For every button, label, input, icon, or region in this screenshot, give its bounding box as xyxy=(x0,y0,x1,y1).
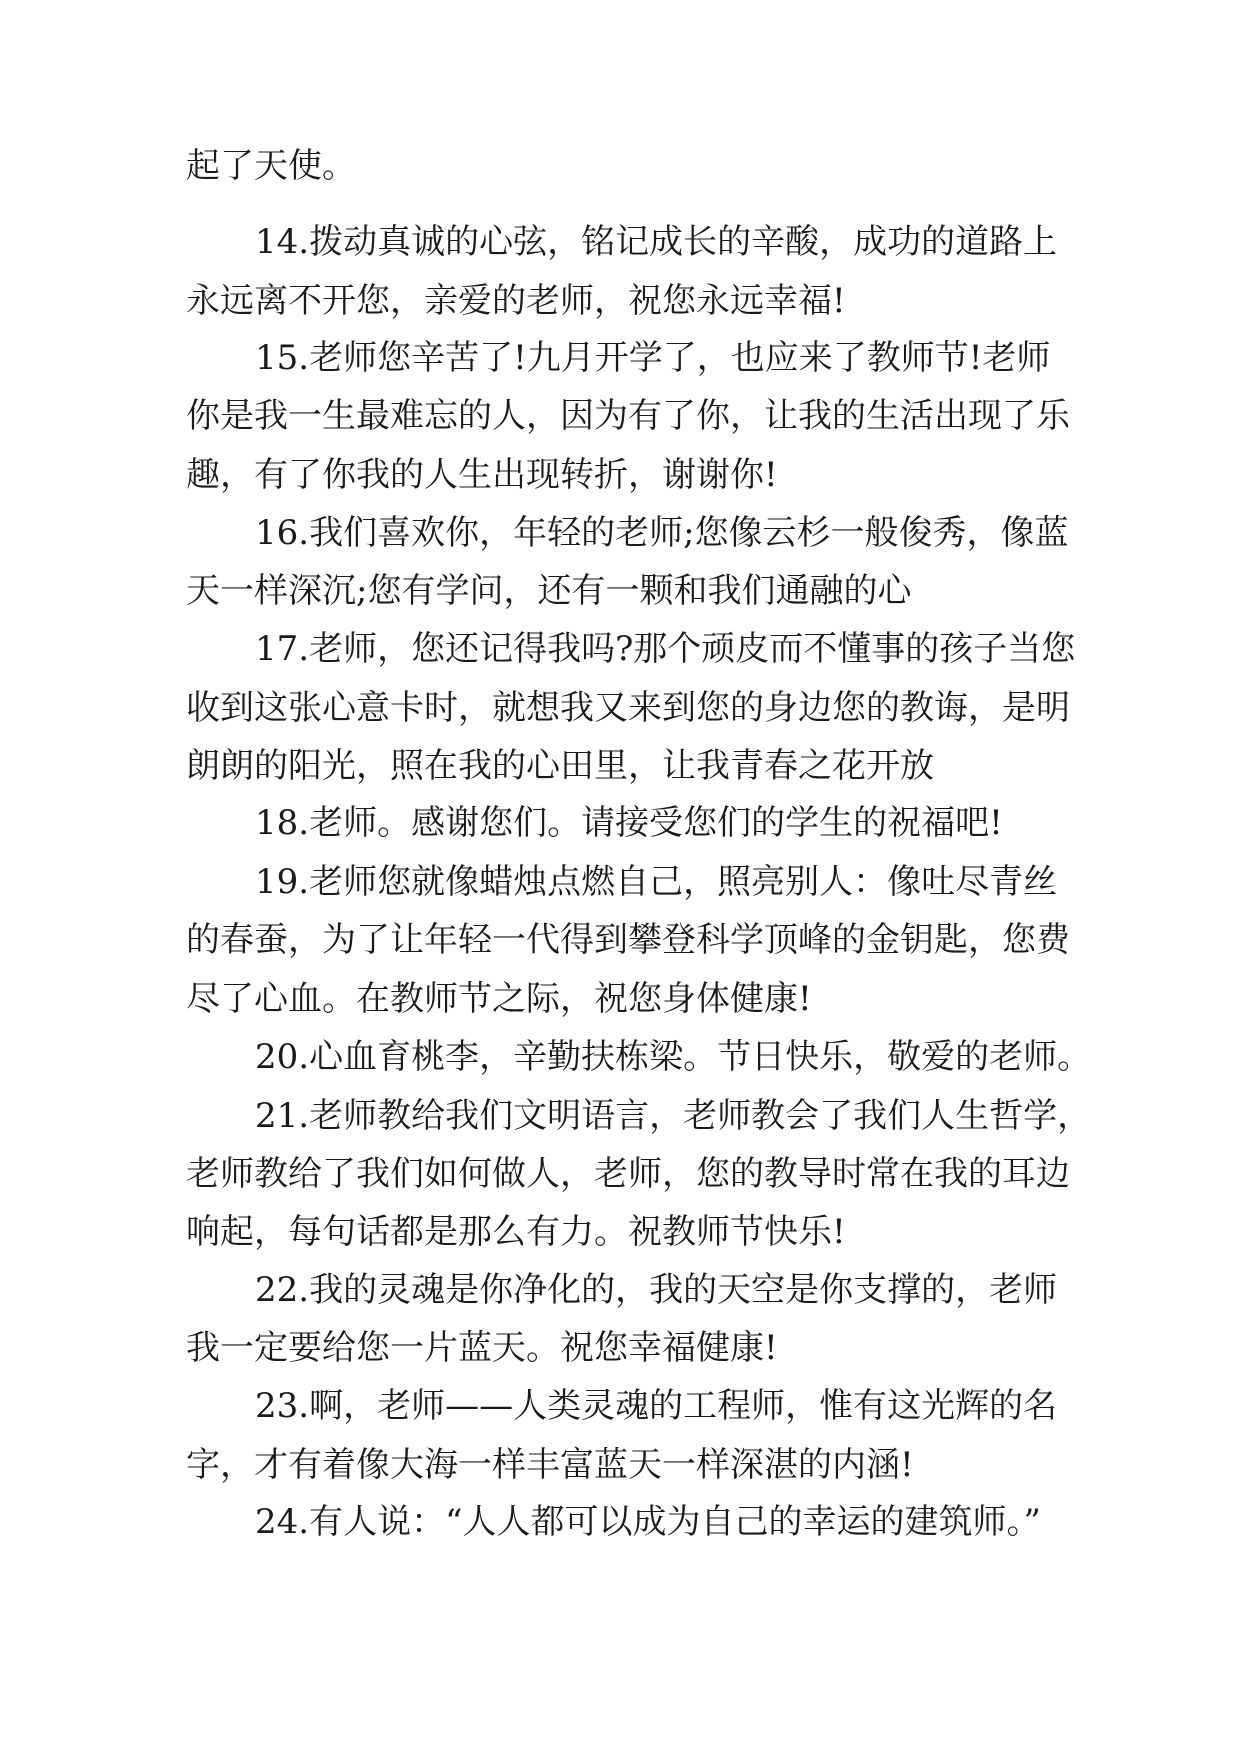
text-line: 字，才有着像大海一样丰富蓝天一样深湛的内涵! xyxy=(186,1445,914,1485)
text-line: 16.我们喜欢你，年轻的老师;您像云杉一般俊秀，像蓝 xyxy=(255,513,1069,553)
text-line: 15.老师您辛苦了!九月开学了，也应来了教师节!老师 xyxy=(255,338,1051,378)
text-line: 永远离不开您，亲爱的老师，祝您永远幸福! xyxy=(186,281,846,321)
text-line: 19.老师您就像蜡烛点燃自己，照亮别人：像吐尽青丝 xyxy=(255,862,1058,902)
text-line: 尽了心血。在教师节之际，祝您身体健康! xyxy=(186,979,812,1019)
text-line: 收到这张心意卡时，就想我又来到您的身边您的教诲，是明 xyxy=(186,688,1070,728)
text-line: 天一样深沉;您有学问，还有一颗和我们通融的心 xyxy=(186,571,912,611)
text-line: 你是我一生最难忘的人，因为有了你，让我的生活出现了乐 xyxy=(186,396,1070,436)
text-line: 趣，有了你我的人生出现转折，谢谢你! xyxy=(186,455,778,495)
text-line: 老师教给了我们如何做人，老师，您的教导时常在我的耳边 xyxy=(186,1154,1070,1194)
text-line: 我一定要给您一片蓝天。祝您幸福健康! xyxy=(186,1328,778,1368)
text-line: 17.老师，您还记得我吗?那个顽皮而不懂事的孩子当您 xyxy=(255,629,1076,669)
text-line: 响起，每句话都是那么有力。祝教师节快乐! xyxy=(186,1212,846,1252)
text-line: 14.拨动真诚的心弦，铭记成长的辛酸，成功的道路上 xyxy=(255,222,1058,262)
text-line: 21.老师教给我们文明语言，老师教会了我们人生哲学， xyxy=(255,1096,1092,1136)
text-line: 20.心血育桃李，辛勤扶栋梁。节日快乐，敬爱的老师。 xyxy=(255,1037,1092,1077)
text-line: 的春蚕，为了让年轻一代得到攀登科学顶峰的金钥匙，您费 xyxy=(186,920,1070,960)
text-line: 起了天使。 xyxy=(186,146,356,186)
text-line: 24.有人说：“人人都可以成为自己的幸运的建筑师。” xyxy=(255,1502,1041,1542)
text-line: 朗朗的阳光，照在我的心田里，让我青春之花开放 xyxy=(186,746,934,786)
text-line: 23.啊，老师——人类灵魂的工程师，惟有这光辉的名 xyxy=(255,1386,1058,1426)
text-line: 18.老师。感谢您们。请接受您们的学生的祝福吧! xyxy=(255,803,1003,843)
text-line: 22.我的灵魂是你净化的，我的天空是你支撑的，老师 xyxy=(255,1270,1058,1310)
